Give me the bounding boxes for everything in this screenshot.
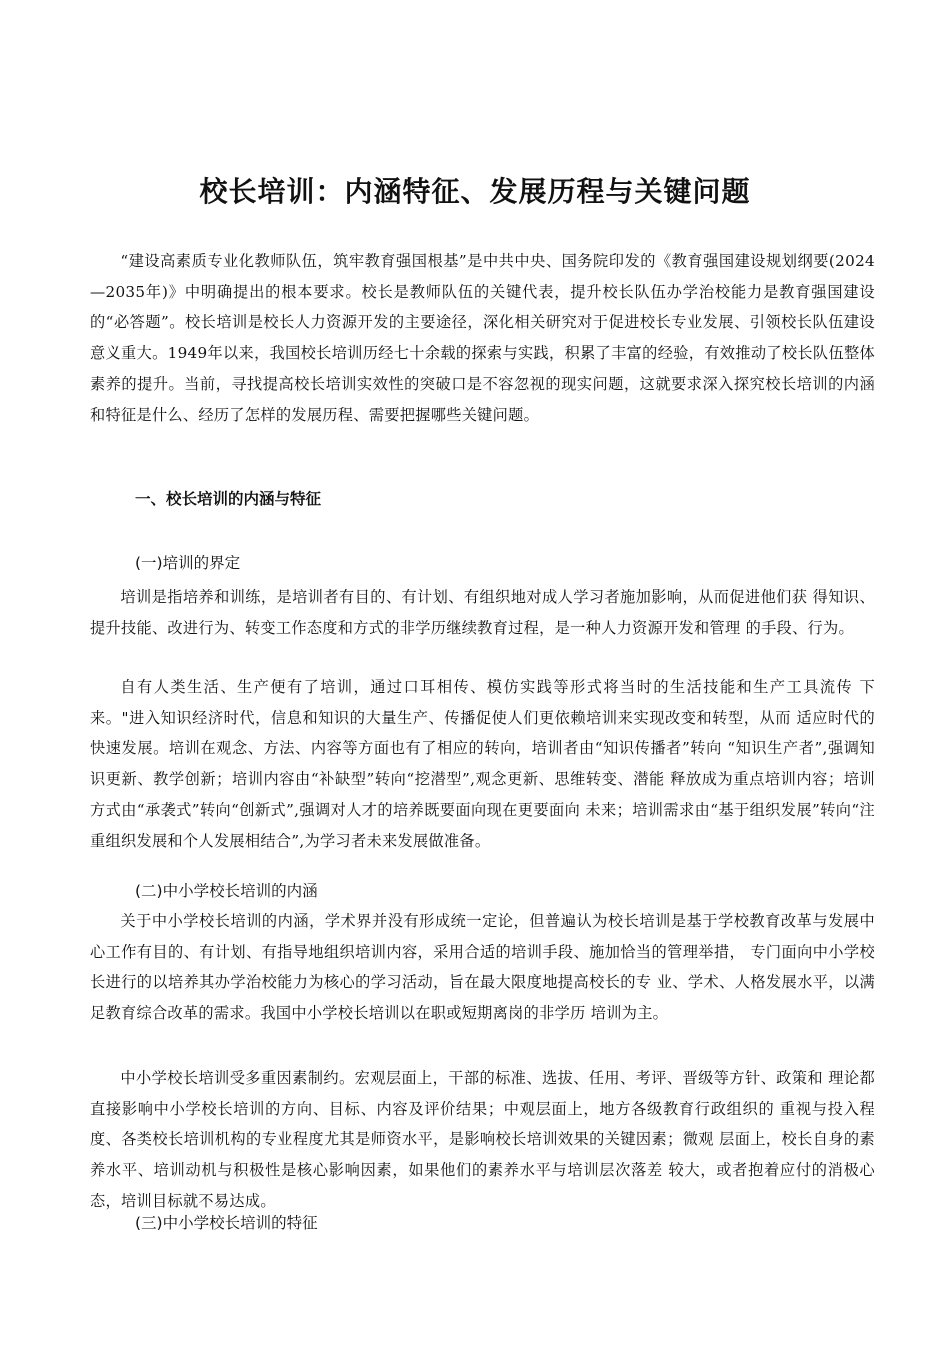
paragraph-principal-training-factors: 中小学校长培训受多重因素制约。宏观层面上，干部的标准、选拔、任用、考评、晋级等方针、政策和 理论都直接影响中小学校长培训的方向、目标、内容及评价结果；中观层面上，地方各级教育行政组织的 重视与投入程度、各类校长培训机构的专业程度尤其是师资水平，是影响校长培训效果的关键因素；微观 层面上，校长自身的素养水平、培训动机与积极性是核心影响因素，如果他们的素养水平与培训层次落差 较大，或者抱着应付的消极心态，培训目标就不易达成。 <box>90 1069 875 1210</box>
paragraph-training-definition: 培训是指培养和训练，是培训者有目的、有计划、有组织地对成人学习者施加影响，从而促进他们获 得知识、提升技能、改进行为、转变工作态度和方式的非学历继续教育过程，是一种人力资源开发和管理 的手段、行为。 <box>90 588 875 637</box>
intro-paragraph: “建设高素质专业化教师队伍，筑牢教育强国根基”是中共中央、国务院印发的《教育强国建设规划纲要(2024—2035年)》中明确提出的根本要求。校长是教师队伍的关键代表，提升校长队伍办学治校能力是教育强国建设的“必答题”。校长培训是校长人力资源开发的主要途径，深化相关研究对于促进校长专业发展、引领校长队伍建设意义重大。1949年以来，我国校长培训历经七十余载的探索与实践，积累了丰富的经验，有效推动了校长队伍整体素养的提升。当前，寻找提高校长培训实效性的突破口是不容忽视的现实问题，这就要求深入探究校长培训的内涵和特征是什么、经历了怎样的发展历程、需要把握哪些关键问题。 <box>90 252 875 424</box>
document-title: 校长培训：内涵特征、发展历程与关键问题 <box>199 175 751 208</box>
paragraph-training-history: 自有人类生活、生产便有了培训，通过口耳相传、模仿实践等形式将当时的生活技能和生产工具流传 下来。"进入知识经济时代，信息和知识的大量生产、传播促使人们更依赖培训来实现改变和转型，从而 适应时代的快速发展。培训在观念、方法、内容等方面也有了相应的转向，培训者由“知识传播者”转向 “知识生产者”,强调知识更新、教学创新；培训内容由“补缺型”转向“挖潜型”,观念更新、思维转变、潜能 释放成为重点培训内容；培训方式由“承袭式”转向“创新式”,强调对人才的培养既要面向现在更要面向 未来；培训需求由“基于组织发展”转向“注重组织发展和个人发展相结合”,为学习者未来发展做准备。 <box>90 678 875 850</box>
section-heading-1: 一、校长培训的内涵与特征 <box>135 490 322 508</box>
subsection-heading-2: (二)中小学校长培训的内涵 <box>135 882 318 900</box>
paragraph-principal-training-connotation: 关于中小学校长培训的内涵，学术界并没有形成统一定论，但普遍认为校长培训是基于学校教育改革与发展中心工作有目的、有计划、有指导地组织培训内容，采用合适的培训手段、施加恰当的管理举措， 专门面向中小学校长进行的以培养其办学治校能力为核心的学习活动，旨在最大限度地提高校长的专 业、学术、人格发展水平，以满足教育综合改革的需求。我国中小学校长培训以在职或短期离岗的非学历 培训为主。 <box>90 912 875 1023</box>
subsection-heading-1: (一)培训的界定 <box>135 554 241 572</box>
subsection-heading-3: (三)中小学校长培训的特征 <box>135 1214 318 1232</box>
